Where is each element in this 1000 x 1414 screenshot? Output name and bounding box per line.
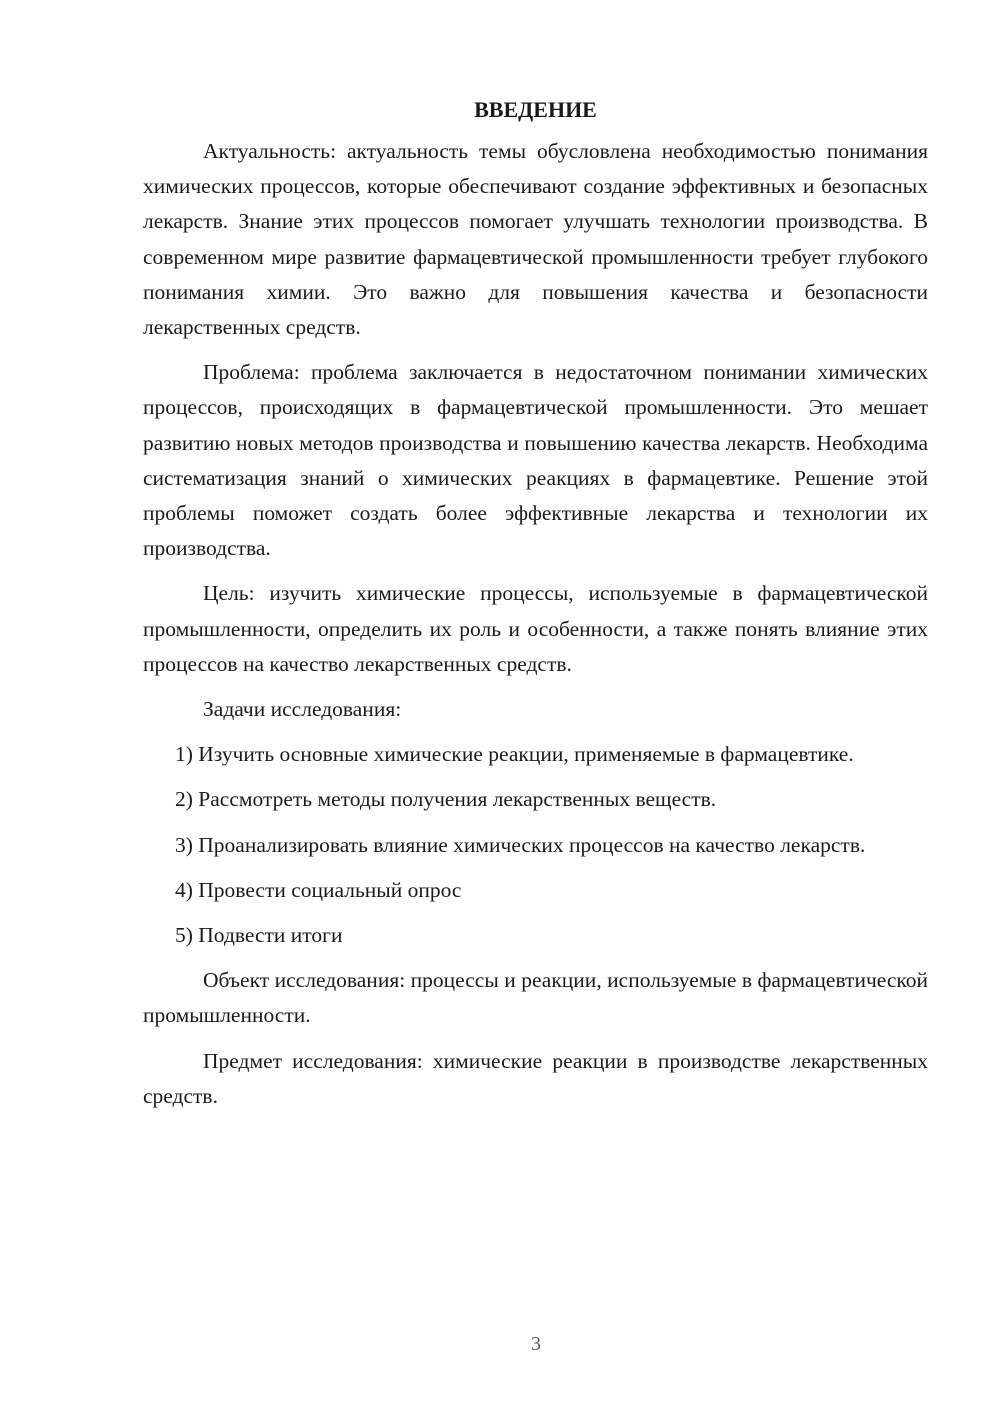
task-item-3: 3) Проанализировать влияние химических процессов на качество лекарств. [175,832,866,857]
task-item-1: 1) Изучить основные химические реакции, применяемые в фармацевтике. [175,742,854,767]
document-page [143,92,928,1124]
task-item-2: 2) Рассмотреть методы получения лекарственных веществ. [175,787,717,812]
page-number: 3 [531,1333,541,1355]
goal-paragraph: Цель: изучить химические процессы, используемые в фармацевтической промышленности, определить их роль и особенности, а также понять влияние этих процессов на качество лекарственных средств. [143,581,928,676]
object-paragraph: Объект исследования: процессы и реакции, используемые в фармацевтической промышленности. [143,968,928,1028]
task-item-5: 5) Подвести итоги [175,923,343,948]
relevance-paragraph: Актуальность: актуальность темы обусловлена необходимостью понимания химических процессов, которые обеспечивают создание эффективных и безопасных лекарств. Знание этих процессов помогает улучшать технологии производства. В современном мире развитие фармацевтической промышленности требует глубокого понимания химии. Это важно для повышения качества и безопасности лекарственных средств. [143,139,928,340]
tasks-heading: Задачи исследования: [203,697,402,722]
task-item-4: 4) Провести социальный опрос [175,877,462,902]
subject-paragraph: Предмет исследования: химические реакции в производстве лекарственных средств. [143,1048,928,1108]
section-title: ВВЕДЕНИЕ [474,97,597,122]
problem-paragraph: Проблема: проблема заключается в недостаточном понимании химических процессов, происходящих в фармацевтической промышленности. Это мешает развитию новых методов производства и повышению качества лекарств. Необходима систематизация знаний о химических реакциях в фармацевтике. Решение этой проблемы поможет создать более эффективные лекарства и технологии их производства. [143,360,928,561]
